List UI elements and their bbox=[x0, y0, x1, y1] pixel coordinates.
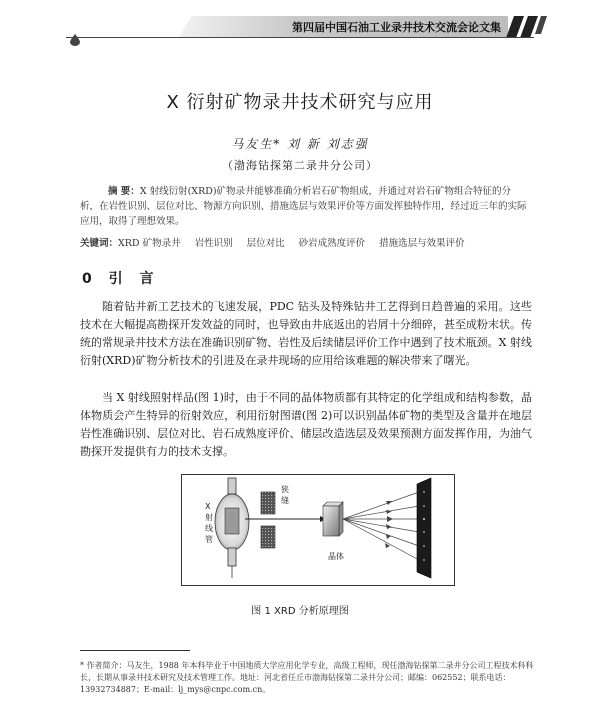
diffracted-ray-arrows bbox=[385, 501, 393, 548]
keyword: 措施选层与效果评价 bbox=[379, 238, 465, 249]
xray-tube bbox=[215, 478, 249, 578]
abstract-text: X 射线衍射(XRD)矿物录井能够准确分析岩石矿物组成，并通过对岩石矿物组合特征的分析，在岩性识别、层位对比、物源方向识别、措施选层与效果评价等方面发挥独特作用，经过近三年的实际应用，取得了理想效果。 bbox=[80, 186, 527, 227]
slit-block-top bbox=[261, 492, 275, 514]
abstract-label: 摘 要： bbox=[108, 186, 140, 197]
keyword: XRD 矿物录井 bbox=[118, 238, 181, 249]
author-footnote: * 作者简介：马友生，1988 年本科毕业于中国地质大学应用化学专业，高级工程师，现任渤海钻探第二录井分公司工程技术科科长，长期从事录井技术研究及技术管理工作。地址：河北省任丘市渤海钻探第二录井分公司；邮编：062552；联系电话：13932734887；E-mail：lj_mys@cnpc.com.cn。 bbox=[80, 661, 534, 694]
keywords bbox=[80, 236, 530, 251]
figure-label-slit: 狭缝 bbox=[281, 485, 289, 505]
xrd-principle-diagram bbox=[181, 474, 455, 586]
affiliation: （渤海钻探第二录井分公司） bbox=[222, 159, 378, 172]
header-rule bbox=[66, 37, 534, 38]
diffracted-rays bbox=[343, 492, 419, 560]
abstract bbox=[80, 184, 530, 229]
paper-title: X 衍射矿物录井技术研究与应用 bbox=[166, 92, 434, 113]
body-paragraph: 当 X 射线照射样品(图 1)时，由于不同的晶体物质都有其特定的化学组成和结构参数，晶体物质会产生特异的衍射效应，利用衍射图谱(图 2)可以识别晶体矿物的类型及含量并在地层岩性准确识别、层位对比、岩石成熟度评价、储层改造选层及效果预测方面发挥作用，为油气勘探开发提供有力的技术支撑。 bbox=[80, 391, 532, 458]
slit-block-bottom bbox=[261, 526, 275, 548]
figure-caption: 图 1 XRD 分析原理图 bbox=[251, 606, 349, 617]
keyword: 砂岩成熟度评价 bbox=[298, 238, 366, 249]
crystal bbox=[323, 502, 343, 536]
body-paragraph: 随着钻井新工艺技术的飞速发展，PDC 钻头及特殊钻井工艺得到日趋普遍的采用。这些技术在大幅提高勘探开发效益的同时，也导致由井底返出的岩屑十分细碎，甚至成粉末状。传统的常规录井技术方法在准确识别矿物、岩性及后续储层评价工作中遇到了技术瓶颈。X 射线衍射(XRD)矿物分析技术的引进及在录井现场的应用给该难题的解决带来了曙光。 bbox=[80, 300, 532, 367]
keyword: 岩性识别 bbox=[194, 238, 233, 249]
footnote-rule bbox=[80, 650, 190, 651]
figure-label-xray-tube: X射线管 bbox=[205, 502, 213, 544]
section-heading: 0 引 言 bbox=[82, 271, 160, 287]
figure-label-crystal: 晶体 bbox=[328, 552, 344, 561]
authors: 马友生* 刘 新 刘志强 bbox=[231, 137, 369, 151]
header-slash-decoration bbox=[504, 12, 548, 40]
journal-title: 第四届中国石油工业录井技术交流会论文集 bbox=[292, 21, 501, 34]
detector-film bbox=[417, 478, 431, 578]
keyword: 层位对比 bbox=[246, 238, 285, 249]
keywords-label: 关键词： bbox=[80, 238, 119, 249]
drop-icon bbox=[70, 34, 80, 46]
